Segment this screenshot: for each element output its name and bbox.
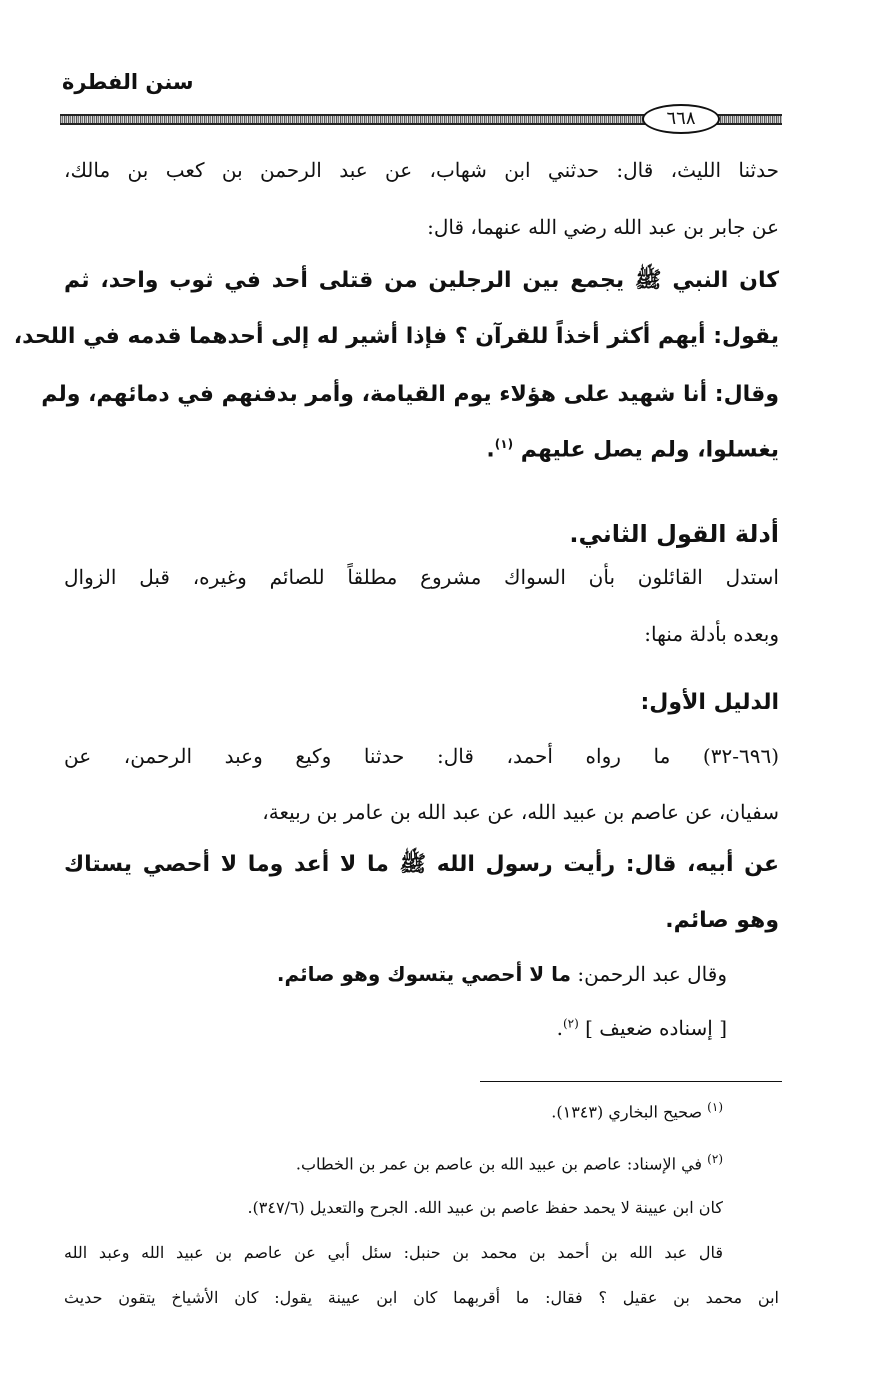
footnote-separator [480,1081,782,1082]
footnote-text-line: قال عبد الله بن أحمد بن محمد بن حنبل: سئل أبي عن عاصم بن عبيد الله وعبد الله [64,1243,724,1262]
text-line [277,962,727,986]
hadith-text-line: وهو صائم. [665,908,779,933]
hadith-text-line: وقال: أنا شهيد على هؤلاء يوم القيامة، وأمر بدفنهم في دمائهم، ولم [41,382,779,407]
footnote-text: في الإسناد: عاصم بن عبيد الله بن عاصم بن عمر بن الخطاب. [295,1154,703,1174]
running-header-title: سنن الفطرة [62,70,194,94]
subsection-heading: الدليل الأول: [640,690,779,715]
period: . [556,1016,563,1040]
section-heading: أدلة القول الثاني. [569,520,779,548]
isnad-grading: [ إسناده ضعيف ] [585,1016,727,1040]
footnote-ref: (٢) [562,1016,579,1031]
page-number: ٦٦٨ [642,104,720,134]
text-line: سفيان، عن عاصم بن عبيد الله، عن عبد الله بن عامر بن ربيعة، [262,800,779,824]
period: . [486,437,495,463]
hadith-text-line-end [486,437,779,464]
footnote-text: صحيح البخاري (١٣٤٣). [551,1102,703,1122]
footnote-text-line: كان ابن عيينة لا يحمد حفظ عاصم بن عبيد الله. الجرح والتعديل (٣٤٧/٦). [247,1198,723,1217]
footnote [551,1100,723,1122]
hadith-text-line: كان النبي ﷺ يجمع بين الرجلين من قتلى أحد في ثوب واحد، ثم [64,268,779,293]
text-line: عن جابر بن عبد الله رضي الله عنهما، قال: [427,215,779,239]
footnote [296,1152,723,1174]
footnote-ref: (١) [494,437,514,451]
hadith-text-line: يقول: أيهم أكثر أخذاً للقرآن ؟ فإذا أشير له إلى أحدهما قدمه في اللحد، [13,324,779,349]
narrator-quote: ما لا أحصي يتسوك وهو صائم. [276,962,572,986]
text-line: (٦٩٦-٣٢) ما رواه أحمد، قال: حدثنا وكيع وعبد الرحمن، عن [64,744,779,768]
hadith-text: يغسلوا، ولم يصل عليهم [520,437,779,463]
text-line: وبعده بأدلة منها: [644,622,779,646]
footnote-mark: (١) [707,1100,723,1114]
text-line: حدثنا الليث، قال: حدثني ابن شهاب، عن عبد الرحمن بن كعب بن مالك، [64,158,779,182]
grading-line [557,1016,727,1040]
footnote-mark: (٢) [707,1152,723,1166]
hadith-text-line: عن أبيه، قال: رأيت رسول الله ﷺ ما لا أعد وما لا أحصي يستاك [64,852,779,877]
footnote-text-line: ابن محمد بن عقيل ؟ فقال: ما أقربهما كان ابن عيينة يقول: كان الأشياخ يتقون حديث [64,1288,779,1307]
text-line: استدل القائلون بأن السواك مشروع مطلقاً للصائم وغيره، قبل الزوال [64,565,779,589]
narrator-intro: وقال عبد الرحمن: [577,962,727,986]
